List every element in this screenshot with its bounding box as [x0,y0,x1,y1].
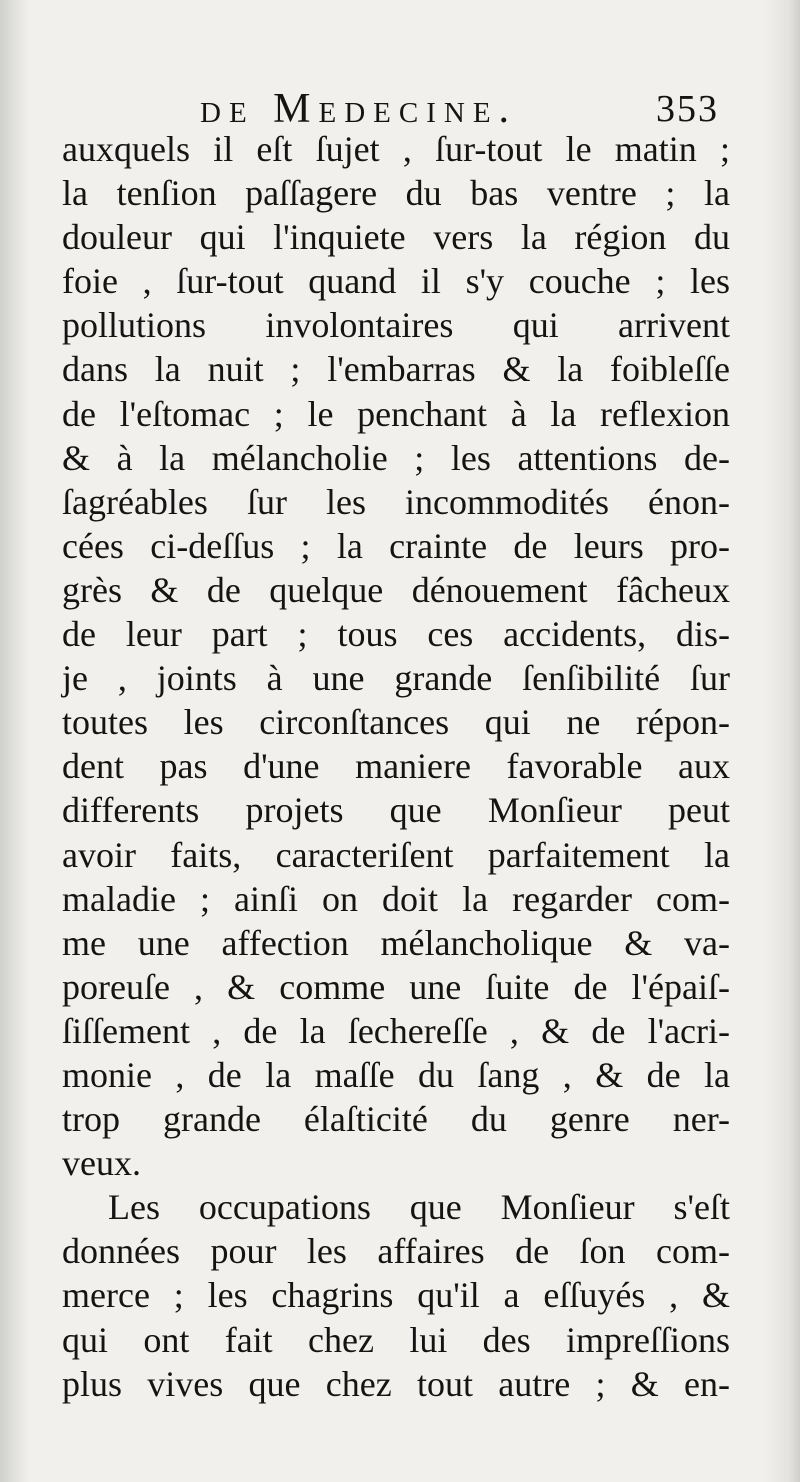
text-line: grès & de quelque dénouement fâcheux [62,569,730,610]
text-line: ſagréables ſur les incommodités énon- [62,481,730,522]
text-line: veux. [62,1143,141,1184]
text-line: Les occupations que Monſieur s'eſt [108,1187,730,1228]
text-line: pollutions involontaires qui arrivent [62,305,730,346]
page-edge-shadow [762,0,800,1482]
text-line: trop grande élaſticité du genre ner- [62,1099,730,1140]
text-line: douleur qui l'inquiete vers la région du [62,217,730,258]
text-line: qui ont fait chez lui des impreſſions [62,1319,730,1360]
text-line: auxquels il eſt ſujet , ſur-tout le matin ; [62,129,730,169]
body-text [62,127,730,1406]
text-line: differents projets que Monſieur peut [62,790,730,831]
text-line: je , joints à une grande ſenſibilité ſur [62,658,730,699]
paragraph-1 [62,127,730,1185]
text-line: & à la mélancholie ; les attentions de- [62,437,730,478]
running-head: de Medecine. [200,86,518,132]
text-line: la tenſion paſſagere du bas ventre ; la [62,173,730,214]
text-line: données pour les affaires de ſon com- [62,1231,730,1272]
text-line: dent pas d'une maniere favorable aux [62,746,730,787]
text-line: toutes les circonſtances qui ne répon- [62,702,730,743]
text-line: foie , ſur-tout quand il s'y couche ; les [62,261,730,302]
text-line: monie , de la maſſe du ſang , & de la [62,1054,730,1095]
page-number: 353 [656,88,719,130]
text-line: de leur part ; tous ces accidents, dis- [62,614,730,655]
paragraph-2 [62,1185,730,1405]
text-line: ſiſſement , de la ſechereſſe , & de l'acri- [62,1010,730,1051]
text-line: de l'eſtomac ; le penchant à la reflexion [62,393,730,434]
text-line: cées ci-deſſus ; la crainte de leurs pro- [62,525,730,566]
page-gutter-shadow [0,0,30,1482]
text-line: avoir faits, caracteriſent parfaitement la [62,834,730,875]
text-line: merce ; les chagrins qu'il a eſſuyés , & [62,1275,730,1316]
text-line: poreuſe , & comme une ſuite de l'épaiſ- [62,966,730,1007]
text-line: maladie ; ainſi on doit la regarder com- [62,878,730,919]
text-line: plus vives que chez tout autre ; & en- [62,1363,730,1404]
text-line: dans la nuit ; l'embarras & la foibleſſe [62,349,730,390]
text-line: me une affection mélancholique & va- [62,922,730,963]
